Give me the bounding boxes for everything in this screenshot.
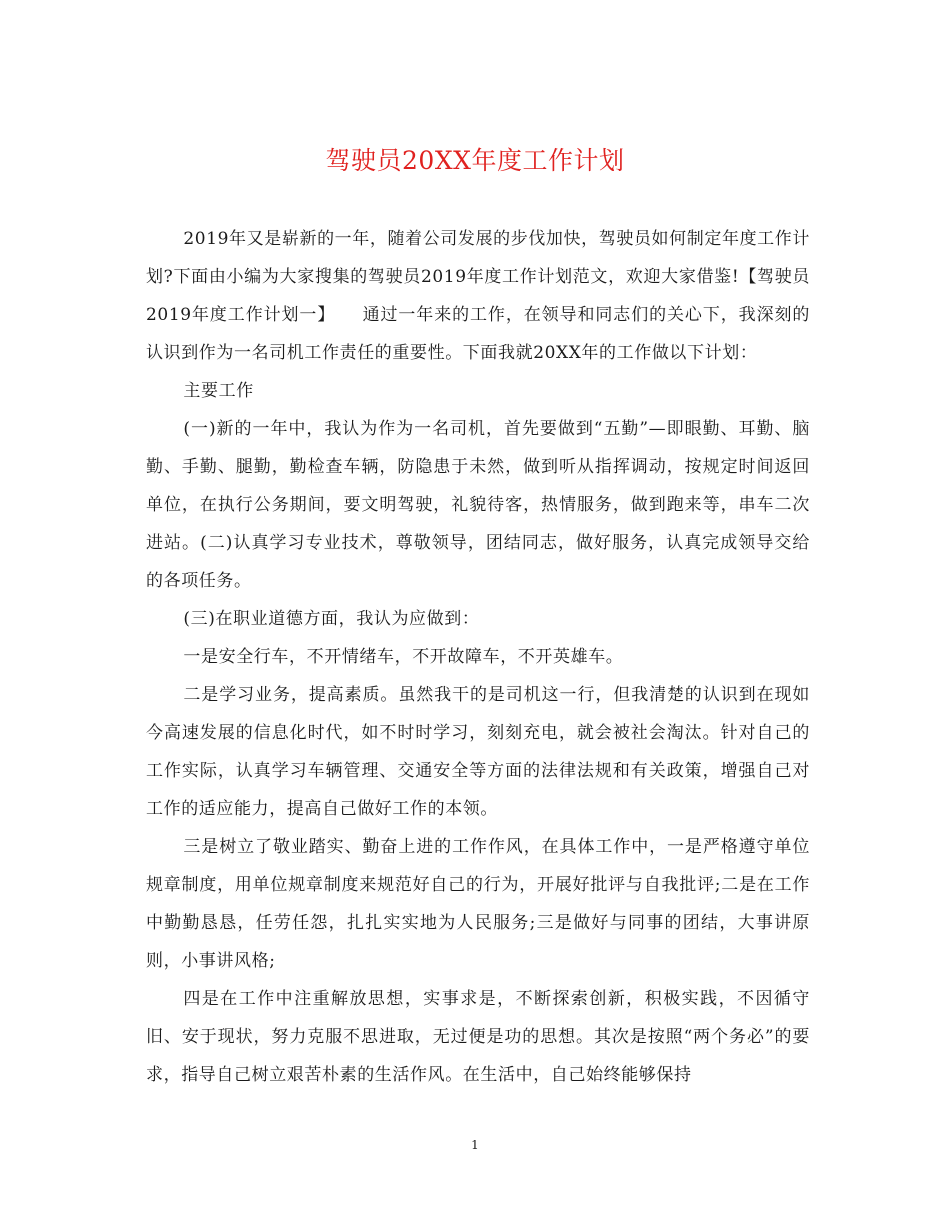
- page-number: 1: [471, 1138, 479, 1152]
- paragraph-intro: 2019年又是崭新的一年，随着公司发展的步伐加快，驾驶员如何制定年度工作计划?下面由小编为大家搜集的驾驶员2019年度工作计划范文，欢迎大家借鉴!【驾驶员2019年度工作计划一】 通过一年来的工作，在领导和同志们的关心下，我深刻的认识到作为一名司机工作责任的重要性。下面我就20XX年的工作做以下计划：: [146, 229, 810, 363]
- paragraph-point-1: 一是安全行车，不开情绪车，不开故障车，不开英雄车。: [183, 647, 624, 667]
- paragraph-item-1-2: (一)新的一年中，我认为作为一名司机，首先要做到“五勤”—即眼勤、耳勤、脑勤、手勤、腿勤，勤检查车辆，防隐患于未然，做到听从指挥调动，按规定时间返回单位，在执行公务期间，要文明驾驶，礼貌待客，热情服务，做到跑来等，串车二次进站。(二)认真学习专业技术，尊敬领导，团结同志，做好服务，认真完成领导交给的各项任务。: [146, 419, 810, 591]
- paragraph-point-3: 三是树立了敬业踏实、勤奋上进的工作作风，在具体工作中，一是严格遵守单位规章制度，用单位规章制度来规范好自己的行为，开展好批评与自我批评;二是在工作中勤勤恳恳，任劳任怨，扎扎实实地为人民服务;三是做好与同事的团结，大事讲原则，小事讲风格;: [146, 837, 810, 971]
- paragraph-item-3: (三)在职业道德方面，我认为应做到：: [183, 609, 480, 629]
- document-title: 驾驶员20XX年度工作计划: [325, 146, 625, 175]
- paragraph-point-2: 二是学习业务，提高素质。虽然我干的是司机这一行，但我清楚的认识到在现如今高速发展的信息化时代，如不时时学习，刻刻充电，就会被社会淘汰。针对自己的工作实际，认真学习车辆管理、交通安全等方面的法律法规和有关政策，增强自己对工作的适应能力，提高自己做好工作的本领。: [146, 685, 810, 819]
- paragraph-heading-main-work: 主要工作: [183, 381, 254, 401]
- document-body: [146, 220, 810, 1094]
- paragraph-point-4: 四是在工作中注重解放思想，实事求是，不断探索创新，积极实践，不因循守旧、安于现状，努力克服不思进取，无过便是功的思想。其次是按照“两个务必”的要求，指导自己树立艰苦朴素的生活作风。在生活中，自己始终能够保持: [146, 989, 810, 1085]
